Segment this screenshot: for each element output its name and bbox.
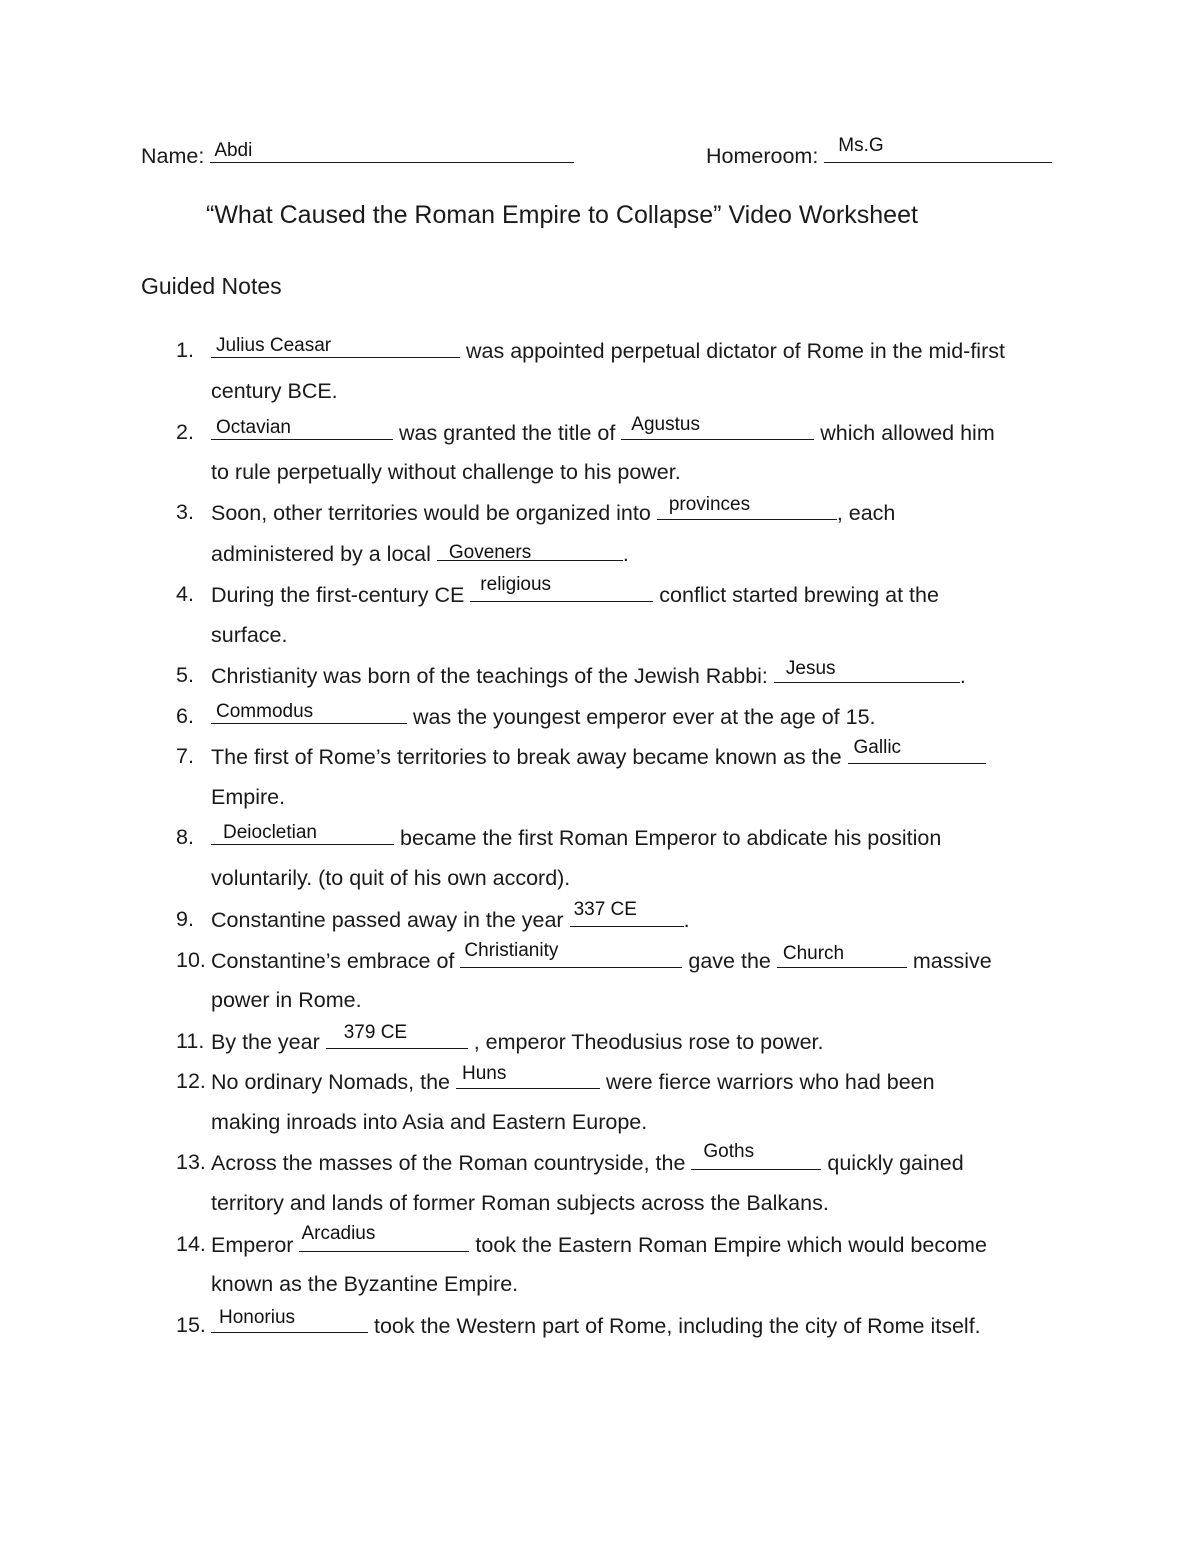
answer-value: Honorius [219,1307,296,1328]
item-text: . [683,908,690,932]
answer-field[interactable] [657,494,837,520]
item-continuation: known as the Byzantine Empire. [211,1272,519,1296]
list-item [211,702,876,731]
item-text: took the Eastern Roman Empire which would become [475,1233,987,1257]
item-number: 1. [176,338,194,362]
item-number: 11. [176,1029,205,1053]
item-continuation: Empire. [211,785,286,809]
item-number: 15. [176,1313,206,1337]
answer-field[interactable] [326,1022,468,1049]
item-continuation: century BCE. [211,379,338,403]
item-text: During the first-century CE [211,583,465,607]
item-text: conflict started brewing at the [659,583,939,607]
homeroom-field[interactable] [824,135,1052,163]
item-continuation: power in Rome. [211,988,362,1012]
answer-field[interactable] [211,1307,368,1333]
answer-value: Goths [703,1141,755,1162]
answer-field[interactable] [211,336,460,358]
item-text: massive [912,949,992,973]
item-continuation: voluntarily. (to quit of his own accord). [211,866,571,890]
answer-value: Julius Ceasar [216,335,332,356]
list-item [211,574,939,609]
item-text: which allowed him [820,421,995,445]
list-item [211,1063,935,1096]
list-item [211,1141,964,1177]
item-text: gave the [688,949,771,973]
item-text: Soon, other territories would be organized into [211,501,651,525]
item-number: 9. [176,907,194,931]
item-text: were fierce warriors who had been [605,1070,935,1094]
section-heading: Guided Notes [141,273,282,299]
answer-value: Arcadius [301,1223,376,1244]
list-item [211,414,995,447]
name-label: Name: [141,144,205,168]
answer-field[interactable] [777,943,907,968]
answer-value: Gallic [853,737,902,758]
list-item [211,494,896,527]
item-number: 2. [176,420,194,444]
homeroom-value: Ms.G [838,135,884,156]
answer-field[interactable] [774,658,960,683]
item-text: . [622,542,629,566]
item-number: 8. [176,825,194,849]
item-text: took the Western part of Rome, including the city of Rome itself. [373,1314,981,1338]
item-text: was the youngest emperor ever at the age of 15. [412,705,876,729]
answer-field[interactable] [691,1141,821,1170]
item-text: was appointed perpetual dictator of Rome in the mid-first [465,339,1005,363]
item-continuation: territory and lands of former Roman subjects across the Balkans. [211,1191,829,1215]
answer-field[interactable] [460,940,682,968]
answer-value: Octavian [216,417,291,438]
answer-value: Christianity [464,940,559,961]
answer-field[interactable] [621,414,814,440]
answer-field[interactable] [211,823,394,845]
item-text: Constantine’s embrace of [211,949,455,973]
homeroom-row [706,135,1052,170]
item-number: 12. [176,1069,206,1093]
answer-value: Commodus [216,701,314,722]
item-text: . [959,664,966,688]
item-continuation: making inroads into Asia and Eastern Europe. [211,1110,648,1134]
item-text: became the first Roman Emperor to abdicate his position [399,826,942,850]
answer-value: provinces [668,494,751,515]
answer-field[interactable] [470,574,653,602]
answer-value: Huns [461,1063,507,1084]
item-text: , each [836,501,896,525]
list-item [211,1022,824,1056]
item-text: administered by a local [211,542,431,566]
list-item-line2 [211,539,629,568]
answer-field[interactable] [456,1063,600,1089]
item-text: The first of Rome’s territories to break away became known as the [211,745,842,769]
item-text: , emperor Theodusius rose to power. [473,1030,824,1054]
item-text: Constantine passed away in the year [211,908,564,932]
item-text: Across the masses of the Roman countryside, the [211,1151,686,1175]
item-number: 5. [176,663,194,687]
item-number: 6. [176,704,194,728]
item-number: 13. [176,1150,206,1174]
item-continuation: surface. [211,623,288,647]
answer-field[interactable] [570,899,684,927]
item-number: 14. [176,1232,206,1256]
list-item [211,658,966,690]
answer-field[interactable] [437,539,623,561]
item-text: No ordinary Nomads, the [211,1070,450,1094]
name-row [141,141,574,170]
item-text: was granted the title of [398,421,616,445]
item-text: quickly gained [827,1151,964,1175]
list-item [211,737,986,771]
answer-field[interactable] [848,737,986,764]
item-text: Christianity was born of the teachings of the Jewish Rabbi: [211,664,768,688]
worksheet-title: “What Caused the Roman Empire to Collapse” Video Worksheet [206,201,918,229]
list-item [211,1223,987,1259]
list-item [211,940,992,975]
list-item [211,899,690,934]
item-text: By the year [211,1030,320,1054]
homeroom-label: Homeroom: [706,144,819,168]
answer-value: Goveners [448,542,532,563]
list-item [211,336,1005,365]
answer-field[interactable] [211,418,393,440]
item-continuation: to rule perpetually without challenge to his power. [211,460,681,484]
item-number: 7. [176,744,194,768]
answer-value: 379 CE [343,1022,408,1043]
answer-value: Church [782,943,845,964]
answer-value: 337 CE [573,899,637,920]
item-text: Emperor [211,1233,294,1257]
answer-value: Agustus [631,414,700,435]
item-number: 10. [176,948,206,972]
name-value: Abdi [214,140,253,161]
name-field[interactable] [210,141,574,163]
list-item [211,823,941,852]
list-item [211,1307,981,1340]
answer-field[interactable] [299,1223,469,1252]
answer-value: religious [480,574,552,595]
answer-value: Jesus [785,658,836,679]
answer-field[interactable] [211,702,407,724]
item-number: 4. [176,582,194,606]
item-number: 3. [176,500,194,524]
answer-value: Deiocletian [223,822,317,843]
